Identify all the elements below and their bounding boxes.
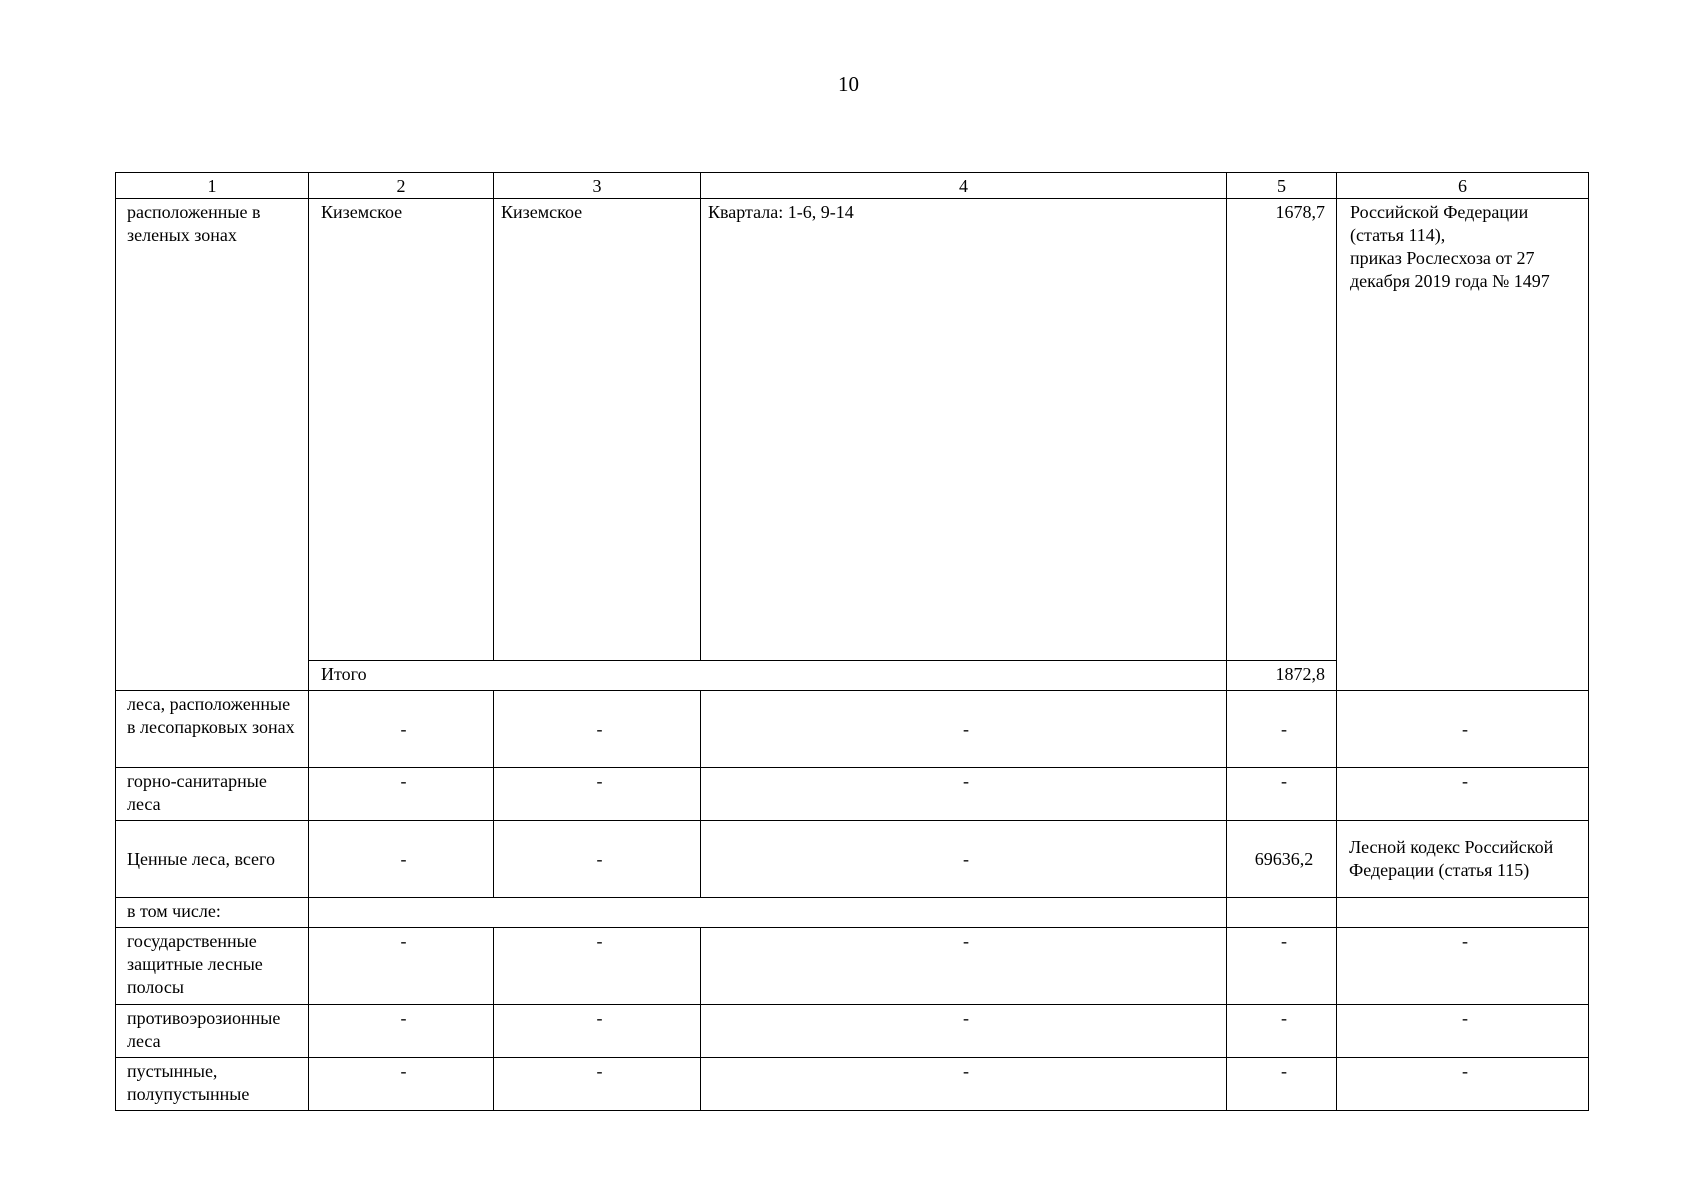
table-row xyxy=(116,768,1589,821)
category-cell: горно-санитарные леса xyxy=(116,768,309,821)
table-cell: - xyxy=(701,1058,1227,1111)
table-cell: - xyxy=(1337,1005,1589,1058)
table-cell: - xyxy=(494,821,701,898)
column-header-4: 4 xyxy=(701,173,1227,199)
table-row xyxy=(116,821,1589,898)
table-cell: - xyxy=(494,691,701,768)
table-cell: - xyxy=(1337,691,1589,768)
legal-basis-line: приказ Рослесхоза от 27 декабря 2019 года № 1497 xyxy=(1350,248,1550,291)
page-number: 10 xyxy=(838,72,859,96)
legal-basis-line: (статья 114), xyxy=(1350,225,1446,245)
table-cell: - xyxy=(1337,768,1589,821)
table-cell: - xyxy=(1227,1005,1337,1058)
table-row xyxy=(116,928,1589,1005)
forestry-cell: Киземское xyxy=(309,199,494,661)
total-label-cell: Итого xyxy=(309,661,1227,691)
table-cell: - xyxy=(494,928,701,1005)
district-cell: Киземское xyxy=(494,199,701,661)
category-cell: Ценные леса, всего xyxy=(116,821,309,898)
table-row xyxy=(116,691,1589,768)
table-cell: - xyxy=(701,691,1227,768)
column-header-1: 1 xyxy=(116,173,309,199)
legal-basis-line: Российской Федерации xyxy=(1350,202,1529,222)
table-cell: - xyxy=(1227,1058,1337,1111)
column-header-5: 5 xyxy=(1227,173,1337,199)
category-cell: противоэрозионные леса xyxy=(116,1005,309,1058)
header-row xyxy=(116,173,1589,199)
table-row xyxy=(116,898,1589,928)
table-cell xyxy=(309,898,1227,928)
table-cell: - xyxy=(309,1005,494,1058)
protective-forests-table xyxy=(115,172,1589,1111)
category-cell: в том числе: xyxy=(116,898,309,928)
table-row xyxy=(116,1058,1589,1111)
area-cell: 1678,7 xyxy=(1227,199,1337,661)
category-cell: пустынные, полупустынные xyxy=(116,1058,309,1111)
table-row xyxy=(116,1005,1589,1058)
table-row-green-zone xyxy=(116,199,1589,661)
column-header-6: 6 xyxy=(1337,173,1589,199)
category-cell: расположенные в зеленых зонах xyxy=(116,199,309,691)
table-cell: - xyxy=(309,691,494,768)
table-cell: - xyxy=(494,1005,701,1058)
area-cell: 69636,2 xyxy=(1227,821,1337,898)
table-cell: - xyxy=(1337,928,1589,1005)
legal-basis-cell xyxy=(1337,199,1589,691)
table-cell: - xyxy=(494,1058,701,1111)
table-cell: - xyxy=(494,768,701,821)
table-cell: - xyxy=(309,768,494,821)
table-cell: - xyxy=(701,821,1227,898)
table-cell xyxy=(1337,898,1589,928)
legal-basis-cell: Лесной кодекс Российской Федерации (статья 115) xyxy=(1337,821,1589,898)
table-cell xyxy=(1227,898,1337,928)
table-cell: - xyxy=(701,928,1227,1005)
table-cell: - xyxy=(701,1005,1227,1058)
table-cell: - xyxy=(1337,1058,1589,1111)
table-cell: - xyxy=(701,768,1227,821)
table-cell: - xyxy=(309,821,494,898)
quarters-cell: Квартала: 1-6, 9-14 xyxy=(701,199,1227,661)
table-cell: - xyxy=(1227,691,1337,768)
table-cell: - xyxy=(309,928,494,1005)
category-cell: государственные защитные лесные полосы xyxy=(116,928,309,1005)
category-cell: леса, расположенные в лесопарковых зонах xyxy=(116,691,309,768)
column-header-2: 2 xyxy=(309,173,494,199)
table-cell: - xyxy=(1227,928,1337,1005)
total-value-cell: 1872,8 xyxy=(1227,661,1337,691)
table-cell: - xyxy=(309,1058,494,1111)
column-header-3: 3 xyxy=(494,173,701,199)
table-cell: - xyxy=(1227,768,1337,821)
